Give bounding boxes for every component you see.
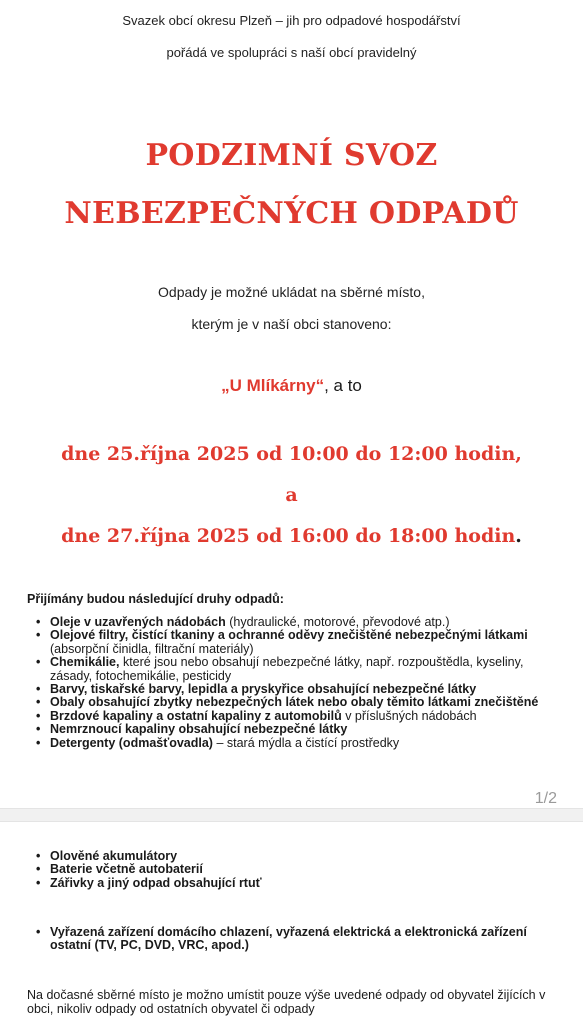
- intro-line-2: kterým je v naší obci stanoveno:: [191, 316, 392, 332]
- date-second-period: .: [515, 525, 522, 547]
- page-indicator: 1/2: [534, 790, 557, 807]
- announcement-line: pořádá ve spolupráci s naší obcí pravidelný: [166, 45, 417, 60]
- accepted-waste-list-continued: [36, 850, 566, 890]
- electronics-waste-list: [36, 926, 566, 953]
- list-item: • Barvy, tiskařské barvy, lepidla a pryskyřice obsahující nebezpečné látky: [36, 683, 566, 696]
- place-name: „U Mlíkárny“: [221, 376, 325, 395]
- list-item: • Chemikálie, které jsou nebo obsahují nebezpečné látky, např. rozpouštědla, kyseliny, zásady, fotochemikálie, pesticidy: [36, 656, 566, 683]
- list-item: • Oleje v uzavřených nádobách (hydraulické, motorové, převodové atp.): [36, 616, 566, 629]
- list-item: • Olejové filtry, čistící tkaniny a ochranné oděvy znečištěné nebezpečnými látkami (absorpční činidla, filtrační materiály): [36, 629, 566, 656]
- list-item: • Obaly obsahující zbytky nebezpečných látek nebo obaly těmito látkami znečištěné: [36, 696, 566, 709]
- list-item: • Olověné akumulátory: [36, 850, 566, 863]
- list-item: • Brzdové kapaliny a ostatní kapaliny z automobilů v příslušných nádobách: [36, 710, 566, 723]
- collection-place: [0, 376, 583, 396]
- accepted-waste-heading: Přijímány budou následující druhy odpadů:: [27, 592, 284, 606]
- list-item: • Detergenty (odmašťovadla) – stará mýdla a čistící prostředky: [36, 737, 566, 750]
- place-suffix: , a to: [324, 376, 362, 395]
- list-item: • Vyřazená zařízení domácího chlazení, vyřazená elektrická a elektronická zařízení ostatní (TV, PC, DVD, VRC, apod.): [36, 926, 566, 953]
- intro-line-1: Odpady je možné ukládat na sběrné místo,: [158, 284, 425, 300]
- title-line-1: PODZIMNÍ SVOZ: [145, 138, 438, 173]
- title-line-2: NEBEZPEČNÝCH ODPADŮ: [64, 196, 519, 231]
- collection-note: Na dočasné sběrné místo je možno umístit pouze výše uvedené odpady od obyvatel žijících v obci, nikoliv odpady od ostatních obyvatel či odpady: [27, 988, 546, 1016]
- list-item: • Baterie včetně autobaterií: [36, 863, 566, 876]
- date-connector: a: [285, 484, 298, 506]
- organizer-line: Svazek obcí okresu Plzeň – jih pro odpadové hospodářství: [122, 13, 461, 28]
- date-first: dne 25.října 2025 od 10:00 do 12:00 hodin,: [61, 443, 522, 465]
- list-item: • Zářivky a jiný odpad obsahující rtuť: [36, 877, 566, 890]
- date-second-text: dne 27.října 2025 od 16:00 do 18:00 hodin: [61, 525, 516, 547]
- accepted-waste-list: [36, 616, 566, 750]
- date-second: [0, 525, 583, 547]
- list-item: • Nemrznoucí kapaliny obsahující nebezpečné látky: [36, 723, 566, 736]
- page-separator: [0, 808, 583, 822]
